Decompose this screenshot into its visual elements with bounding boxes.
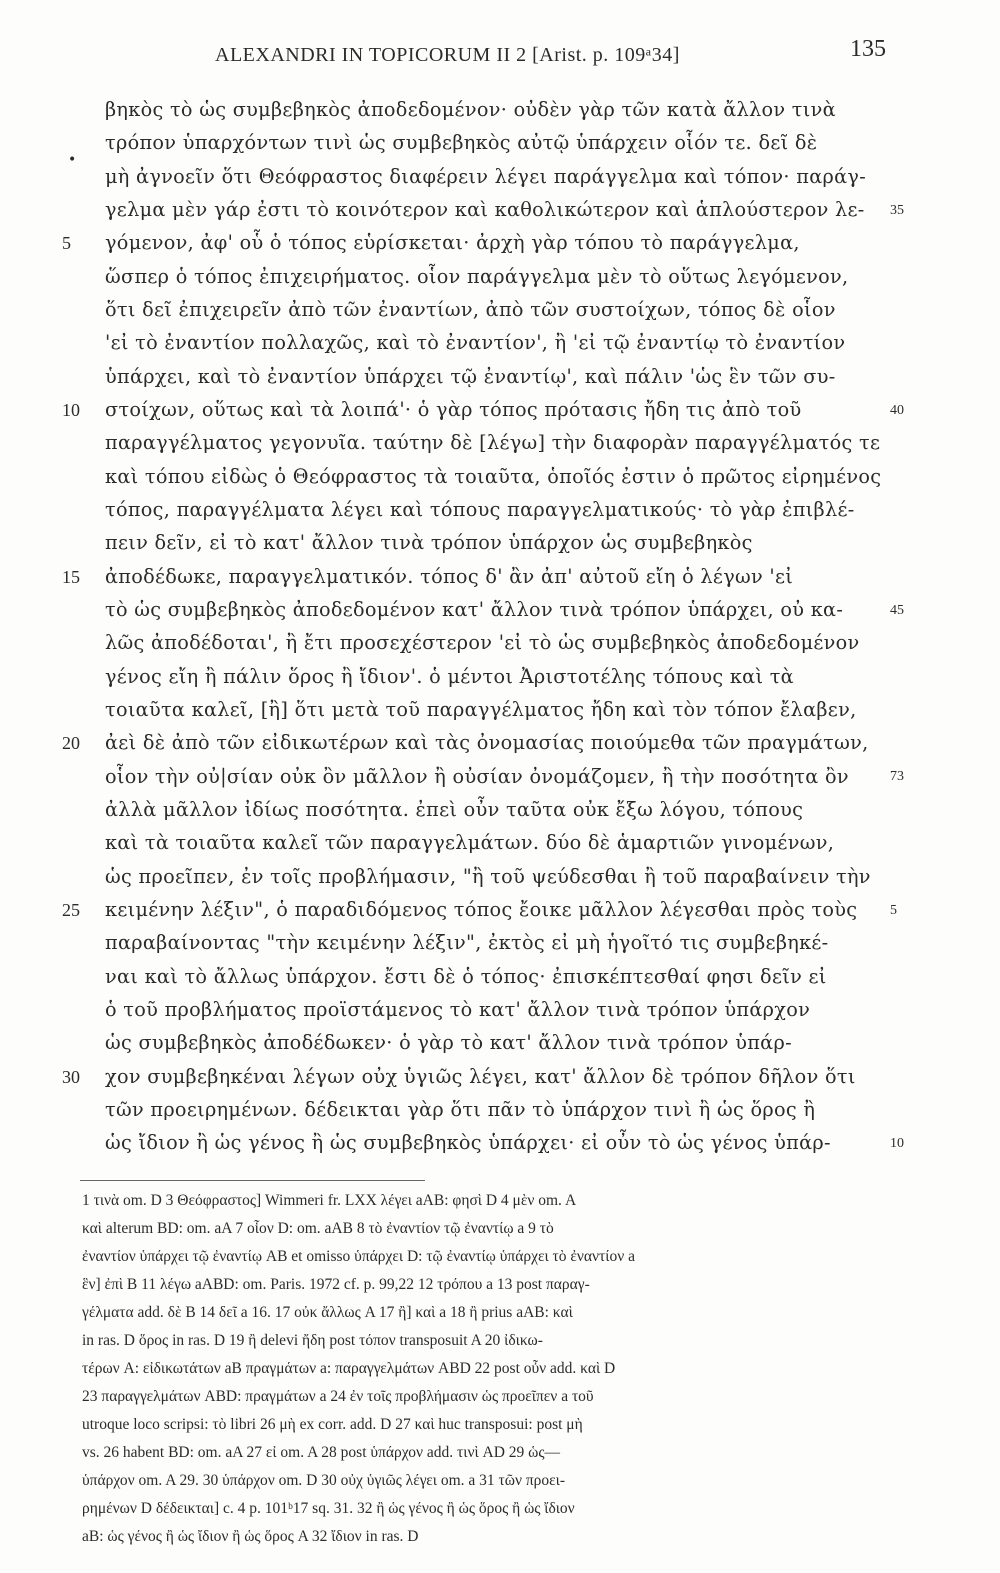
margin-number: 45 bbox=[890, 603, 904, 618]
text-line: τοιαῦτα καλεῖ, [ἢ] ὅτι μετὰ τοῦ παραγγέλματος ἤδη καὶ τὸν τόπον ἔλαβεν, bbox=[105, 698, 857, 721]
apparatus-line: καὶ alterum BD: om. aA 7 οἷον D: om. aAB 8 τὸ ἐναντίον τῷ ἐναντίῳ a 9 τὸ bbox=[82, 1220, 554, 1237]
text-line: γελμα μὲν γάρ ἐστι τὸ κοινότερον καὶ καθολικώτερον καὶ ἁπλούστερον λε- bbox=[105, 198, 865, 221]
text-line: χον συμβεβηκέναι λέγων οὐχ ὑγιῶς λέγει, κατ' ἄλλον δὲ τρόπον δῆλον ὅτι bbox=[105, 1065, 856, 1088]
line-number: 15 bbox=[62, 567, 80, 587]
text-line: ἀποδέδωκε, παραγγελματικόν. τόπος δ' ἂν ἀπ' αὐτοῦ εἴη ὁ λέγων 'εἰ bbox=[105, 565, 794, 588]
text-line: οἷον τὴν οὐ|σίαν οὐκ ὂν μᾶλλον ἢ οὐσίαν ὀνομάζομεν, ἢ τὴν ποσότητα ὂν bbox=[105, 765, 849, 788]
text-line: ναι καὶ τὸ ἄλλως ὑπάρχον. ἔστι δὲ ὁ τόπος· ἐπισκέπτεσθαί φησι δεῖν εἰ bbox=[105, 965, 827, 988]
apparatus-line: ἓν] ἐπὶ B 11 λέγω aABD: om. Paris. 1972 cf. p. 99,22 12 τρόπου a 13 post παραγ- bbox=[82, 1276, 590, 1293]
apparatus-line: 23 παραγγελμάτων ABD: πραγμάτων a 24 ἐν τοῖς προβλήμασιν ὡς προεῖπεν a τοῦ bbox=[82, 1388, 594, 1405]
text-line: ἀεὶ δὲ ἀπὸ τῶν εἰδικωτέρων καὶ τὰς ὀνομασίας ποιούμεθα τῶν πραγμάτων, bbox=[105, 731, 869, 754]
text-line: γόμενον, ἀφ' οὗ ὁ τόπος εὑρίσκεται· ἀρχὴ γὰρ τόπου τὸ παράγγελμα, bbox=[105, 231, 800, 254]
text-line: ὁ τοῦ προβλήματος προϊστάμενος τὸ κατ' ἄλλον τινὰ τρόπον ὑπάρχον bbox=[105, 998, 811, 1021]
text-line: τῶν προειρημένων. δέδεικται γὰρ ὅτι πᾶν τὸ ὑπάρχον τινὶ ἢ ὡς ὅρος ἢ bbox=[105, 1098, 816, 1121]
margin-number: 40 bbox=[890, 403, 904, 418]
page-number: 135 bbox=[850, 36, 886, 62]
apparatus-line: utroque loco scripsi: τὸ libri 26 μὴ ex corr. add. D 27 καὶ huc transposui: post μὴ bbox=[82, 1416, 583, 1433]
margin-number: 5 bbox=[890, 903, 897, 918]
line-number: 20 bbox=[62, 733, 80, 753]
margin-number: 35 bbox=[890, 203, 904, 218]
apparatus-line: τέρων A: εἰδικωτάτων aB πραγμάτων a: παραγγελμάτων ABD 22 post οὖν add. καὶ D bbox=[82, 1360, 616, 1377]
text-line: ὑπάρχει, καὶ τὸ ἐναντίον ὑπάρχει τῷ ἐναντίῳ', καὶ πάλιν 'ὡς ἓν τῶν συ- bbox=[105, 365, 836, 388]
text-line: ὡς προεῖπεν, ἐν τοῖς προβλήμασιν, "ἢ τοῦ ψεύδεσθαι ἢ τοῦ παραβαίνειν τὴν bbox=[105, 865, 871, 888]
line-number: 30 bbox=[62, 1067, 80, 1087]
margin-bullet: • bbox=[68, 152, 77, 168]
margin-number: 10 bbox=[890, 1136, 904, 1151]
text-line: καὶ τόπου εἰδὼς ὁ Θεόφραστος τὰ τοιαῦτα, ὁποῖός ἐστιν ὁ πρῶτος εἰρημένος bbox=[105, 465, 882, 488]
apparatus-line: ἐναντίον ὑπάρχει τῷ ἐναντίῳ AB et omisso ὑπάρχει D: τῷ ἐναντίῳ ὑπάρχει τὸ ἐναντίον a bbox=[82, 1248, 635, 1265]
apparatus-line: ὑπάρχον om. A 29. 30 ὑπάρχον om. D 30 οὐχ ὑγιῶς λέγει om. a 31 τῶν προει- bbox=[82, 1472, 565, 1489]
text-line: 'εἰ τὸ ἐναντίον πολλαχῶς, καὶ τὸ ἐναντίον', ἢ 'εἰ τῷ ἐναντίῳ τὸ ἐναντίον bbox=[105, 331, 846, 354]
text-line: ὡς συμβεβηκὸς ἀποδέδωκεν· ὁ γὰρ τὸ κατ' ἄλλον τινὰ τρόπον ὑπάρ- bbox=[105, 1031, 792, 1054]
apparatus-rule bbox=[80, 1180, 425, 1181]
text-line: λῶς ἀποδέδοται', ἢ ἔτι προσεχέστερον 'εἰ τὸ ὡς συμβεβηκὸς ἀποδεδομένον bbox=[105, 631, 860, 654]
margin-number: 73 bbox=[890, 769, 904, 784]
text-line: γένος εἴη ἢ πάλιν ὅρος ἢ ἴδιον'. ὁ μέντοι Ἀριστοτέλης τόπους καὶ τὰ bbox=[105, 665, 794, 688]
text-line: τὸ ὡς συμβεβηκὸς ἀποδεδομένον κατ' ἄλλον τινὰ τρόπον ὑπάρχει, οὐ κα- bbox=[105, 598, 844, 621]
text-line: βηκὸς τὸ ὡς συμβεβηκὸς ἀποδεδομένον· οὐδὲν γὰρ τῶν κατὰ ἄλλον τινὰ bbox=[105, 98, 836, 121]
apparatus-line: γέλματα add. δὲ B 14 δεῖ a 16. 17 οὐκ ἄλλως A 17 ἢ] καὶ a 18 ἢ prius aAB: καὶ bbox=[82, 1304, 573, 1321]
line-number: 10 bbox=[62, 400, 80, 420]
apparatus-line: ρημένων D δέδεικται] c. 4 p. 101ᵇ17 sq. 31. 32 ἢ ὡς γένος ἢ ὡς ὅρος ἢ ὡς ἴδιον bbox=[82, 1500, 575, 1517]
text-line: ὡς ἴδιον ἢ ὡς γένος ἢ ὡς συμβεβηκὸς ὑπάρχει· εἰ οὖν τὸ ὡς γένος ὑπάρ- bbox=[105, 1131, 831, 1154]
line-number: 25 bbox=[62, 900, 80, 920]
text-line: ὥσπερ ὁ τόπος ἐπιχειρήματος. οἷον παράγγελμα μὲν τὸ οὕτως λεγόμενον, bbox=[105, 265, 849, 288]
apparatus-line: aB: ὡς γένος ἢ ὡς ἴδιον ἢ ὡς ὅρος A 32 ἴδιον in ras. D bbox=[82, 1528, 419, 1545]
line-number: 5 bbox=[62, 233, 71, 253]
text-line: καὶ τὰ τοιαῦτα καλεῖ τῶν παραγγελμάτων. δύο δὲ ἁμαρτιῶν γινομένων, bbox=[105, 831, 835, 854]
apparatus-line: in ras. D ὅρος in ras. D 19 ἢ delevi ἤδη post τόπον transposuit A 20 ἰδικω- bbox=[82, 1332, 543, 1349]
apparatus-line: 1 τινὰ om. D 3 Θεόφραστος] Wimmeri fr. LXX λέγει aAB: φησὶ D 4 μὲν om. A bbox=[82, 1192, 577, 1209]
text-line: ὅτι δεῖ ἐπιχειρεῖν ἀπὸ τῶν ἐναντίων, ἀπὸ τῶν συστοίχων, τόπος δὲ οἷον bbox=[105, 298, 836, 321]
text-line: μὴ ἀγνοεῖν ὅτι Θεόφραστος διαφέρειν λέγει παράγγελμα καὶ τόπον· παράγ- bbox=[105, 165, 867, 188]
running-title: ALEXANDRI IN TOPICORUM II 2 [Arist. p. 109ᵃ34] bbox=[215, 44, 680, 66]
text-line: παραγγέλματος γεγονυῖα. ταύτην δὲ [λέγω] τὴν διαφορὰν παραγγέλματός τε bbox=[105, 431, 881, 454]
text-line: ἀλλὰ μᾶλλον ἰδίως ποσότητα. ἐπεὶ οὖν ταῦτα οὐκ ἔξω λόγου, τόπους bbox=[105, 798, 804, 821]
text-line: παραβαίνοντας "τὴν κειμένην λέξιν", ἐκτὸς εἰ μὴ ἡγοῖτό τις συμβεβηκέ- bbox=[105, 931, 829, 954]
apparatus-line: vs. 26 habent BD: om. aA 27 εἰ om. A 28 post ὑπάρχον add. τινὶ AD 29 ὡς— bbox=[82, 1444, 560, 1461]
text-line: πειν δεῖν, εἰ τὸ κατ' ἄλλον τινὰ τρόπον ὑπάρχον ὡς συμβεβηκὸς bbox=[105, 531, 753, 554]
text-line: τόπος, παραγγέλματα λέγει καὶ τόπους παραγγελματικούς· τὸ γὰρ ἐπιβλέ- bbox=[105, 498, 855, 521]
text-line: στοίχων, οὕτως καὶ τὰ λοιπά'· ὁ γὰρ τόπος πρότασις ἤδη τις ἀπὸ τοῦ bbox=[105, 398, 802, 421]
text-line: κειμένην λέξιν", ὁ παραδιδόμενος τόπος ἔοικε μᾶλλον λέγεσθαι πρὸς τοὺς bbox=[105, 898, 858, 921]
text-line: τρόπον ὑπαρχόντων τινὶ ὡς συμβεβηκὸς αὐτῷ ὑπάρχειν οἷόν τε. δεῖ δὲ bbox=[105, 131, 818, 154]
